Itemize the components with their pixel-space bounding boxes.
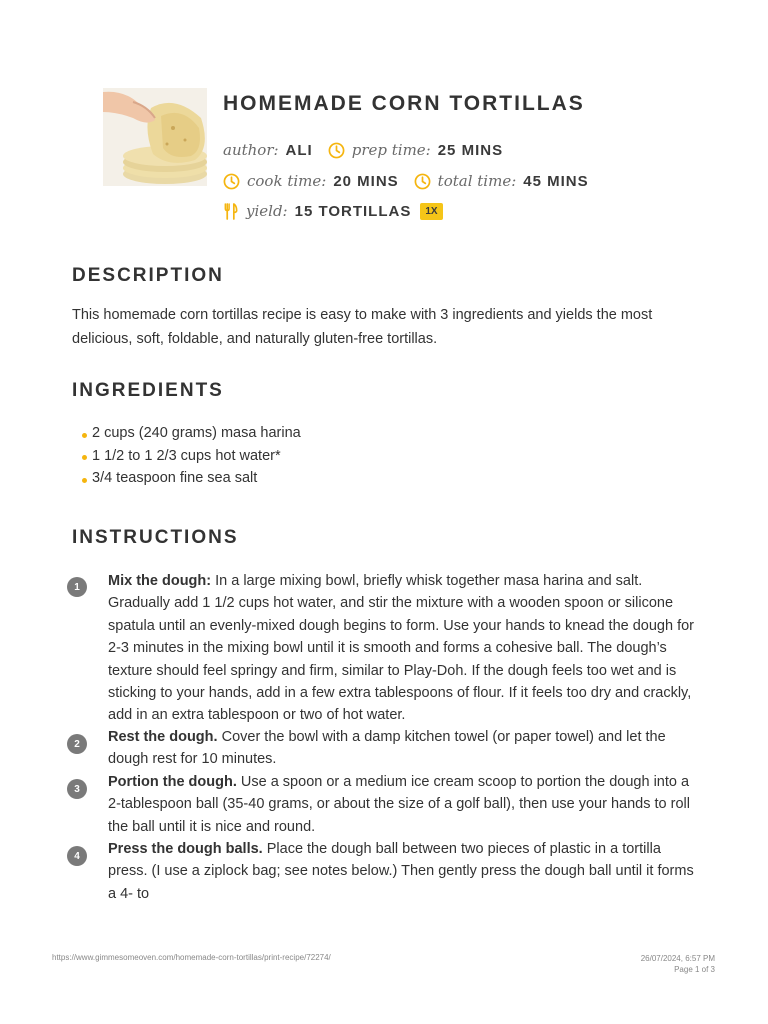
step-lead: Mix the dough: <box>108 573 212 589</box>
step-lead: Press the dough balls. <box>108 841 263 857</box>
instruction-step <box>108 838 698 905</box>
instruction-step <box>108 570 698 727</box>
description-text: This homemade corn tortillas recipe is easy to make with 3 ingredients and yields the most delicious, soft, foldable, and naturally gluten-free tortillas. <box>72 307 653 347</box>
clock-icon <box>414 173 431 190</box>
recipe-photo <box>103 88 207 186</box>
list-item <box>82 422 301 445</box>
footer-date: 26/07/2024, 6:57 PM <box>640 954 715 963</box>
step-text: Cover the bowl with a damp kitchen towel (or paper towel) and let the dough rest for 10 minutes. <box>108 729 666 768</box>
author-label: author: <box>223 141 279 159</box>
list-item <box>82 467 301 490</box>
instructions-heading: INSTRUCTIONS <box>72 527 239 548</box>
total-time-value: 45 MINS <box>523 172 589 190</box>
meta-row-author-prep <box>223 139 518 161</box>
scale-1x-button[interactable]: 1X <box>420 203 442 220</box>
step-number: 2 <box>67 734 87 754</box>
list-item <box>82 445 301 468</box>
clock-icon <box>223 173 240 190</box>
description-heading: DESCRIPTION <box>72 265 224 286</box>
ingredient-text: 1 1/2 to 1 2/3 cups hot water* <box>92 447 281 464</box>
ingredients-heading: INGREDIENTS <box>72 380 224 401</box>
step-lead: Rest the dough. <box>108 729 218 745</box>
prep-time-label: prep time: <box>351 141 431 159</box>
bullet-icon <box>82 433 87 438</box>
step-text: In a large mixing bowl, briefly whisk together masa harina and salt. Gradually add 1 1/2 cups hot water, and stir the mixture with a wooden spoon or silicone spatula until an evenly-mixed dough begins to form. Use your hands to knead the dough for 2-3 minutes in the mixing bowl until it is smooth and forms a cohesive ball. The dough’s texture should feel springy and firm, similar to Play-Doh. If the dough feels too wet and is sticking to your hands, add in a few extra tablespoons of flour. If it feels too dry and crackly, add in an extra tablespoon or two of hot water. <box>108 573 695 724</box>
yield-label: yield: <box>246 202 288 220</box>
prep-time-value: 25 MINS <box>437 141 504 159</box>
step-number: 4 <box>67 846 87 866</box>
ingredients-list <box>82 422 301 490</box>
footer-url: https://www.gimmesomeoven.com/homemade-corn-tortillas/print-recipe/72274/ <box>52 953 331 962</box>
footer-page: Page 1 of 3 <box>674 965 715 974</box>
footer-meta <box>641 953 715 975</box>
instruction-step <box>108 726 698 771</box>
step-number: 3 <box>67 779 87 799</box>
yield-value: 15 TORTILLAS <box>294 202 412 220</box>
cook-time-value: 20 MINS <box>333 172 399 190</box>
ingredient-text: 2 cups (240 grams) masa harina <box>92 425 301 441</box>
recipe-title: HOMEMADE CORN TORTILLAS <box>223 92 585 115</box>
meta-row-cook-total <box>223 170 604 192</box>
clock-icon <box>328 142 345 159</box>
bullet-icon <box>82 478 87 483</box>
author-value: ALI <box>285 141 313 159</box>
ingredient-text: 3/4 teaspoon fine sea salt <box>92 470 258 486</box>
instruction-step <box>108 771 698 838</box>
bullet-icon <box>82 455 87 460</box>
cook-time-label: cook time: <box>247 172 327 190</box>
step-number: 1 <box>67 577 87 597</box>
step-lead: Portion the dough. <box>108 774 237 790</box>
meta-row-yield <box>223 200 443 222</box>
step-text: Place the dough ball between two pieces of plastic in a tortilla press. (I use a ziplock bag; see notes below.) Then gently press the dough ball until it forms a 4- to <box>108 841 694 902</box>
step-text: Use a spoon or a medium ice cream scoop to portion the dough into a 2-tablespoon ball (35-40 grams, or about the size of a golf ball), then use your hands to roll the ball until it is nice and round. <box>108 774 690 835</box>
fork-knife-icon <box>223 203 239 220</box>
total-time-label: total time: <box>437 172 517 190</box>
